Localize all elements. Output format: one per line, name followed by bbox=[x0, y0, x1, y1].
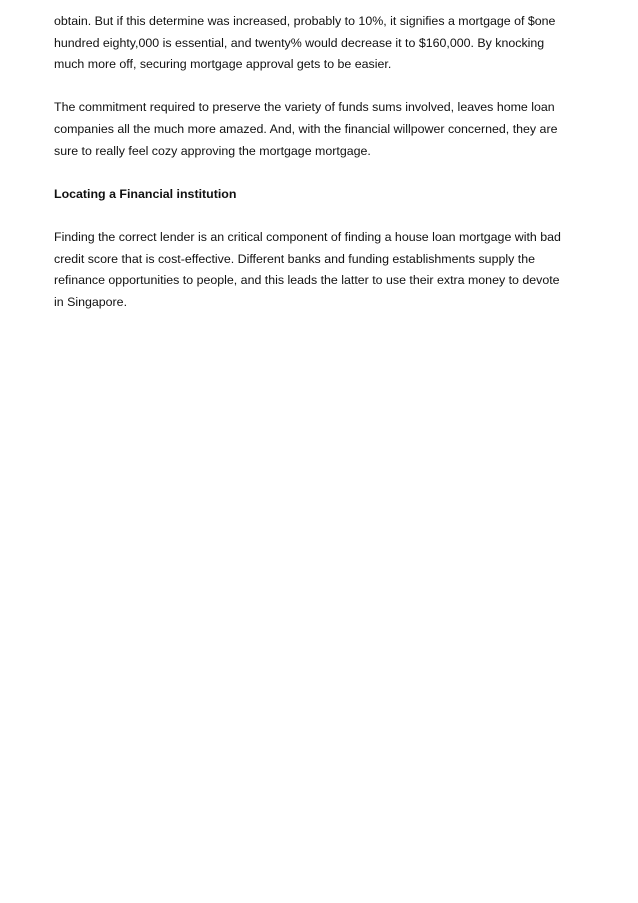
paragraph bbox=[54, 11, 589, 76]
paragraph bbox=[54, 97, 589, 162]
paragraph-line: Finding the correct lender is an critical component of finding a house loan mortgage with bad bbox=[54, 229, 561, 244]
section-heading: Locating a Financial institution bbox=[54, 186, 237, 201]
paragraph-line: sure to really feel cozy approving the mortgage mortgage. bbox=[54, 143, 371, 158]
paragraph-line: much more off, securing mortgage approval gets to be easier. bbox=[54, 57, 392, 72]
paragraph-line: hundred eighty,000 is essential, and twenty% would decrease it to $160,000. By knocking bbox=[54, 35, 545, 50]
paragraph-line: obtain. But if this determine was increased, probably to 10%, it signifies a mortgage of $one bbox=[54, 14, 556, 28]
paragraph-line: credit score that is cost-effective. Different banks and funding establishments supply the bbox=[54, 251, 535, 266]
document-body bbox=[54, 11, 589, 335]
paragraph bbox=[54, 227, 589, 313]
paragraph-line: refinance opportunities to people, and this leads the latter to use their extra money to devote bbox=[54, 273, 560, 288]
paragraph-line: in Singapore. bbox=[54, 294, 128, 309]
paragraph-line: companies all the much more amazed. And, with the financial willpower concerned, they are bbox=[54, 121, 558, 136]
paragraph-line: The commitment required to preserve the variety of funds sums involved, leaves home loan bbox=[54, 100, 555, 115]
